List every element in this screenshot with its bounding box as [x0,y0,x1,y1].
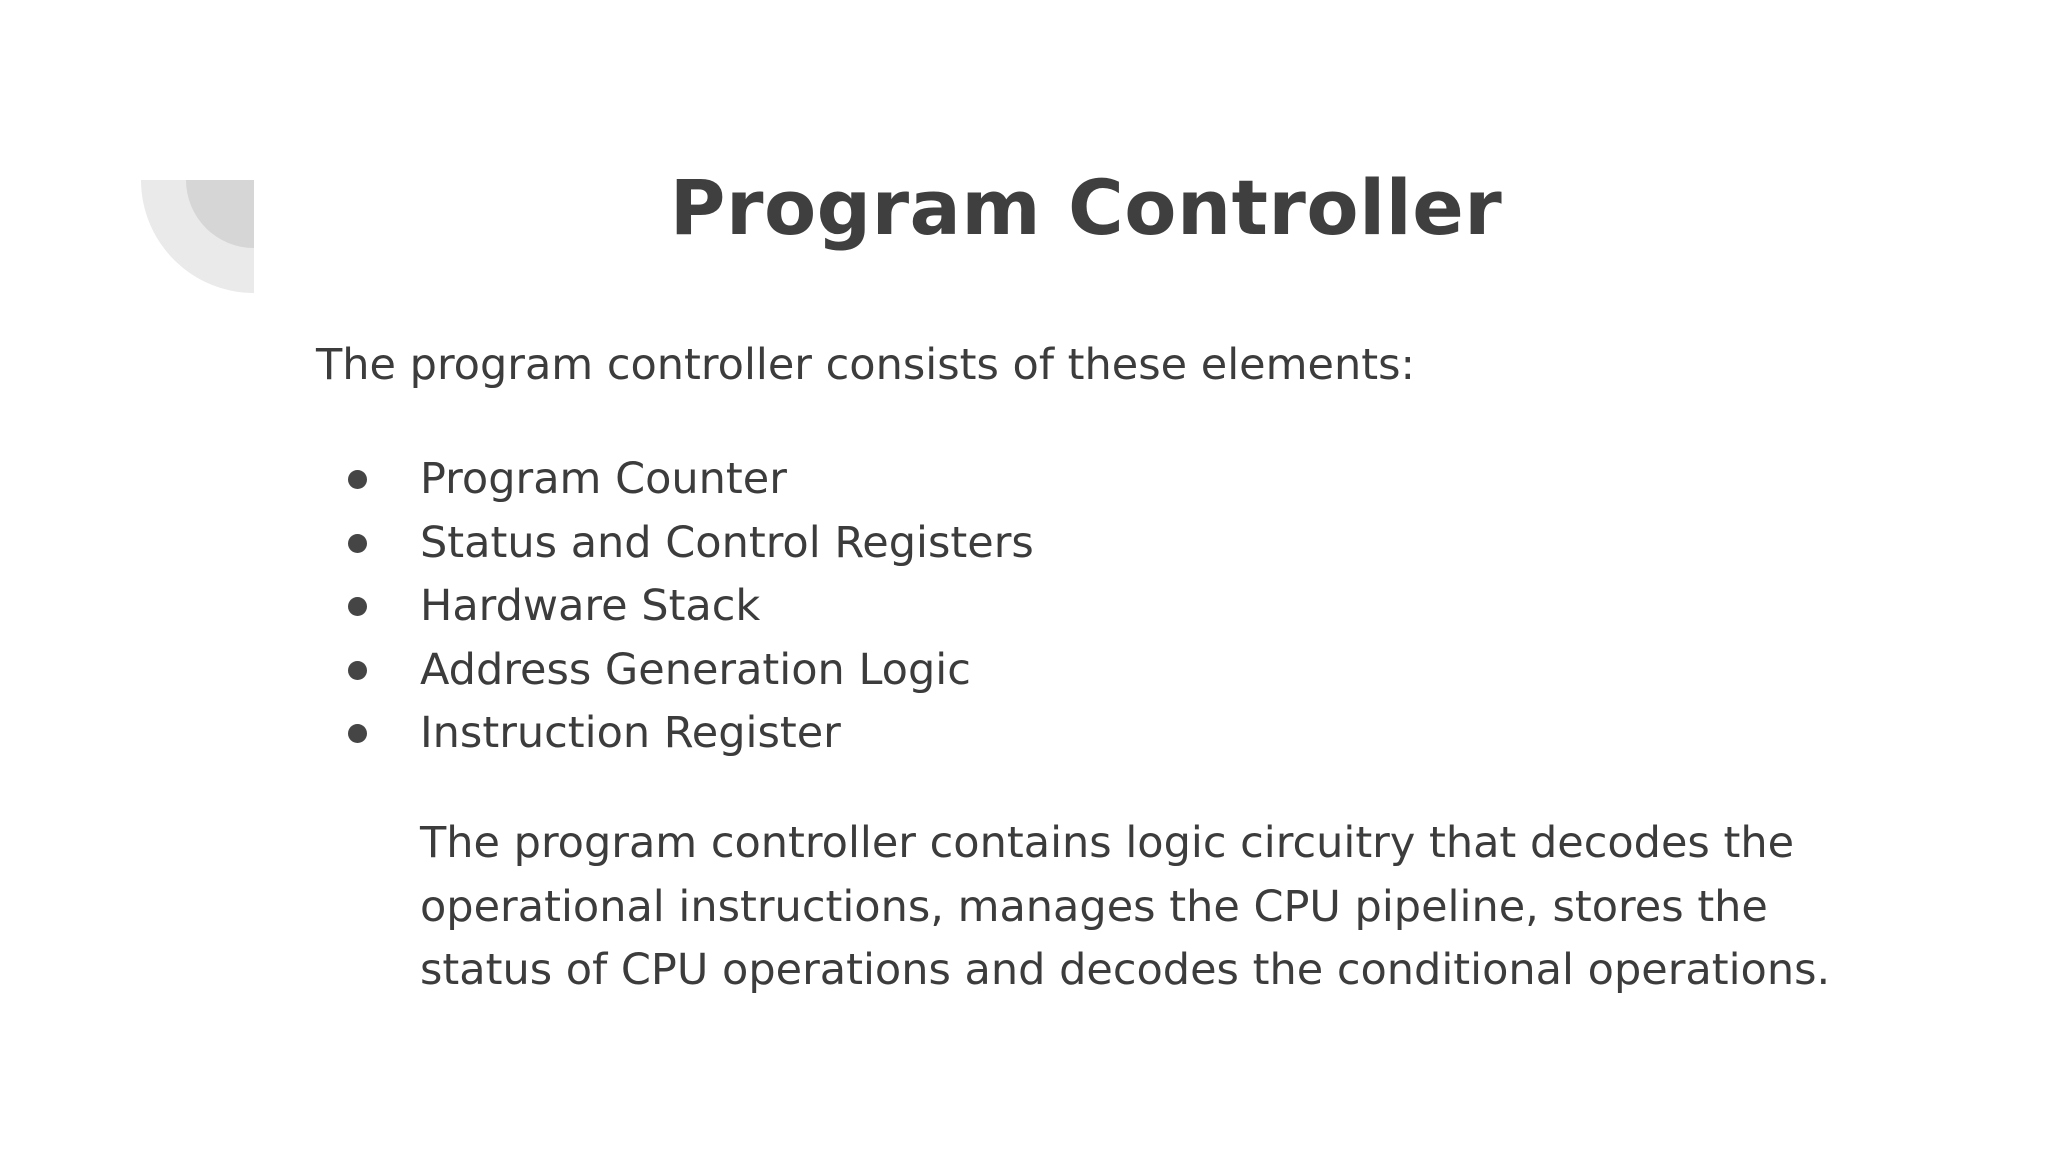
intro-text: The program controller consists of these elements: [316,340,1415,390]
list-item-label: Program Counter [420,454,787,504]
bullet-icon [348,597,367,616]
list-item-label: Address Generation Logic [420,644,971,695]
list-item-label: Hardware Stack [420,581,761,631]
list-item [316,702,1034,766]
description-paragraph: The program controller contains logic circuitry that decodes the operational instructions, manages the CPU pipeline, stores the status of CPU operations and decodes the conditional operations. [420,818,1831,995]
bullet-icon [348,470,367,489]
bullet-icon [348,534,367,553]
list-item [316,512,1034,576]
slide-title: Program Controller [669,163,1503,252]
list-item-label: Status and Control Registers [420,517,1034,568]
list-item [316,575,1034,639]
bullet-icon [348,724,367,743]
list-item-label: Instruction Register [420,708,841,758]
list-item [316,448,1034,512]
element-list [316,448,1034,766]
bullet-icon [348,661,367,680]
list-item [316,639,1034,703]
